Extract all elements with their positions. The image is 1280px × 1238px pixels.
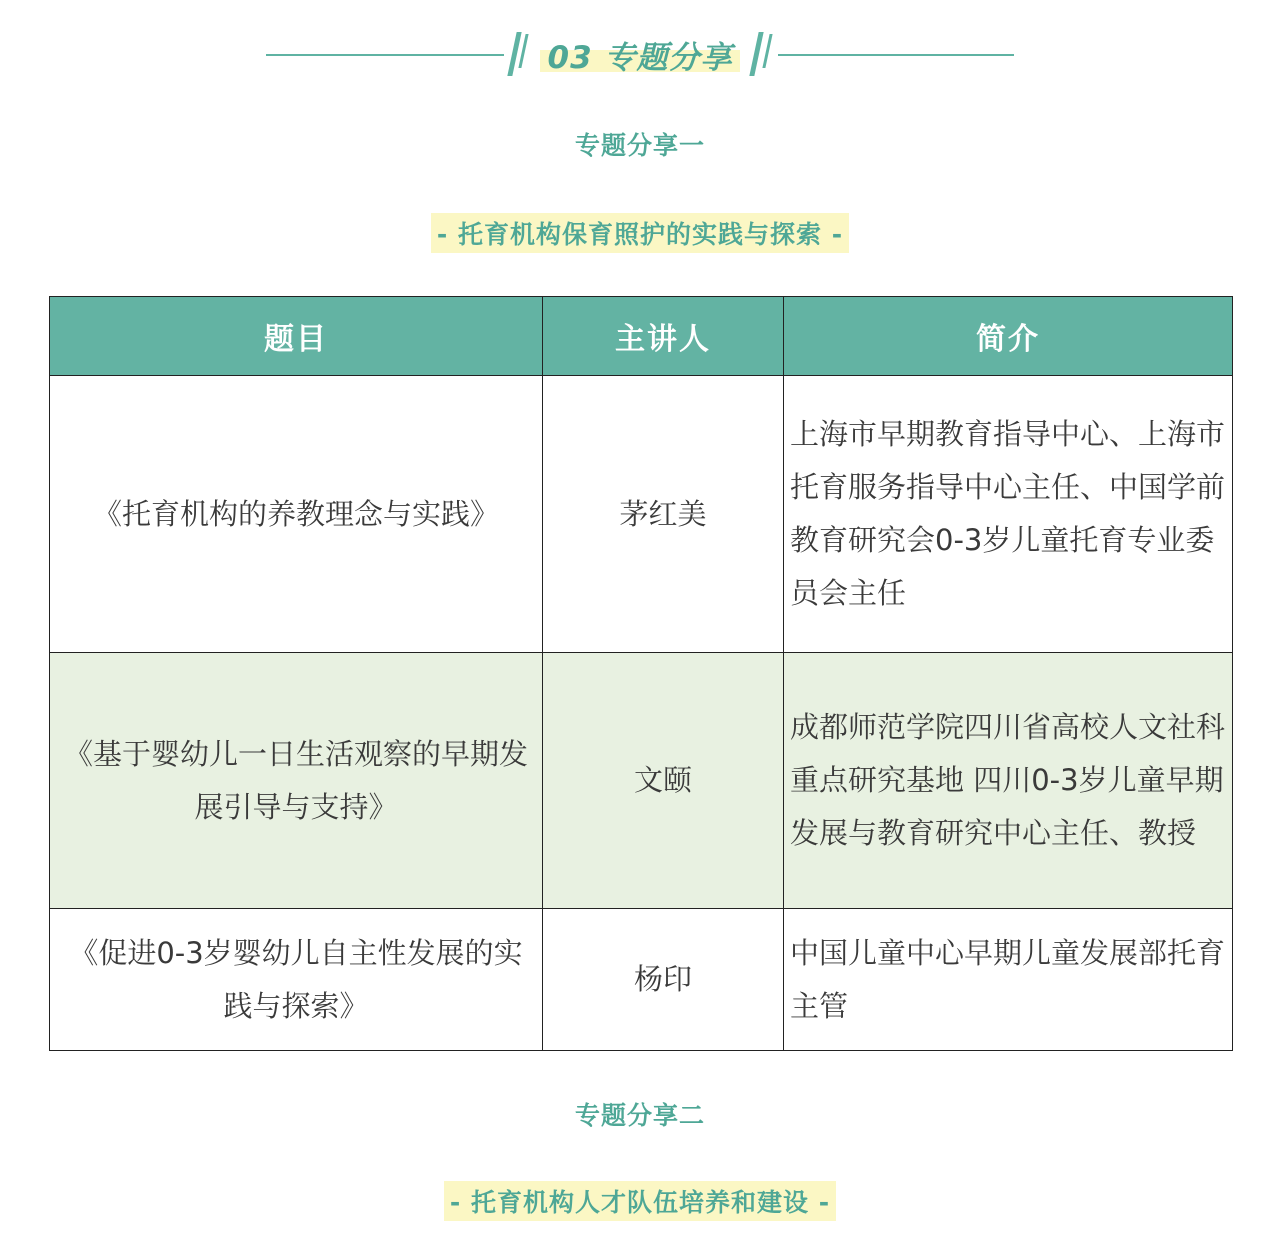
session-title: 《托育机构的养教理念与实践》 (50, 376, 543, 653)
header-divider-left (266, 54, 504, 56)
sessions-table (49, 296, 1233, 1051)
section-title-box (534, 28, 746, 80)
topic-title: - 托育机构人才队伍培养和建设 - (444, 1181, 836, 1221)
section-header (0, 28, 1280, 84)
table-row (50, 909, 1233, 1051)
speaker-intro: 成都师范学院四川省高校人文社科重点研究基地 四川0-3岁儿童早期发展与教育研究中心主任、教授 (784, 653, 1233, 909)
header-divider-right (778, 54, 1014, 56)
topic-wrap (0, 213, 1280, 253)
column-header-speaker: 主讲人 (543, 297, 784, 376)
session-speaker: 杨印 (543, 909, 784, 1051)
subsection-label: 专题分享一 (574, 131, 705, 160)
section-title: 03 专题分享 (547, 39, 733, 76)
speaker-intro: 上海市早期教育指导中心、上海市托育服务指导中心主任、中国学前教育研究会0-3岁儿童托育专业委员会主任 (784, 376, 1233, 653)
column-header-title: 题目 (50, 297, 543, 376)
slash-decoration (507, 32, 521, 76)
session-speaker: 文颐 (543, 653, 784, 909)
table-header-row (50, 297, 1233, 376)
topic-wrap (0, 1181, 1280, 1221)
topic-title: - 托育机构保育照护的实践与探索 - (431, 213, 849, 253)
speaker-intro: 中国儿童中心早期儿童发展部托育主管 (784, 909, 1233, 1051)
subsection-label: 专题分享二 (574, 1101, 705, 1130)
column-header-intro: 简介 (784, 297, 1233, 376)
slash-decoration (749, 32, 763, 76)
session-title: 《促进0-3岁婴幼儿自主性发展的实践与探索》 (50, 909, 543, 1051)
table-row (50, 653, 1233, 909)
table-row (50, 376, 1233, 653)
session-speaker: 茅红美 (543, 376, 784, 653)
session-title: 《基于婴幼儿一日生活观察的早期发展引导与支持》 (50, 653, 543, 909)
slash-decoration (762, 34, 772, 68)
